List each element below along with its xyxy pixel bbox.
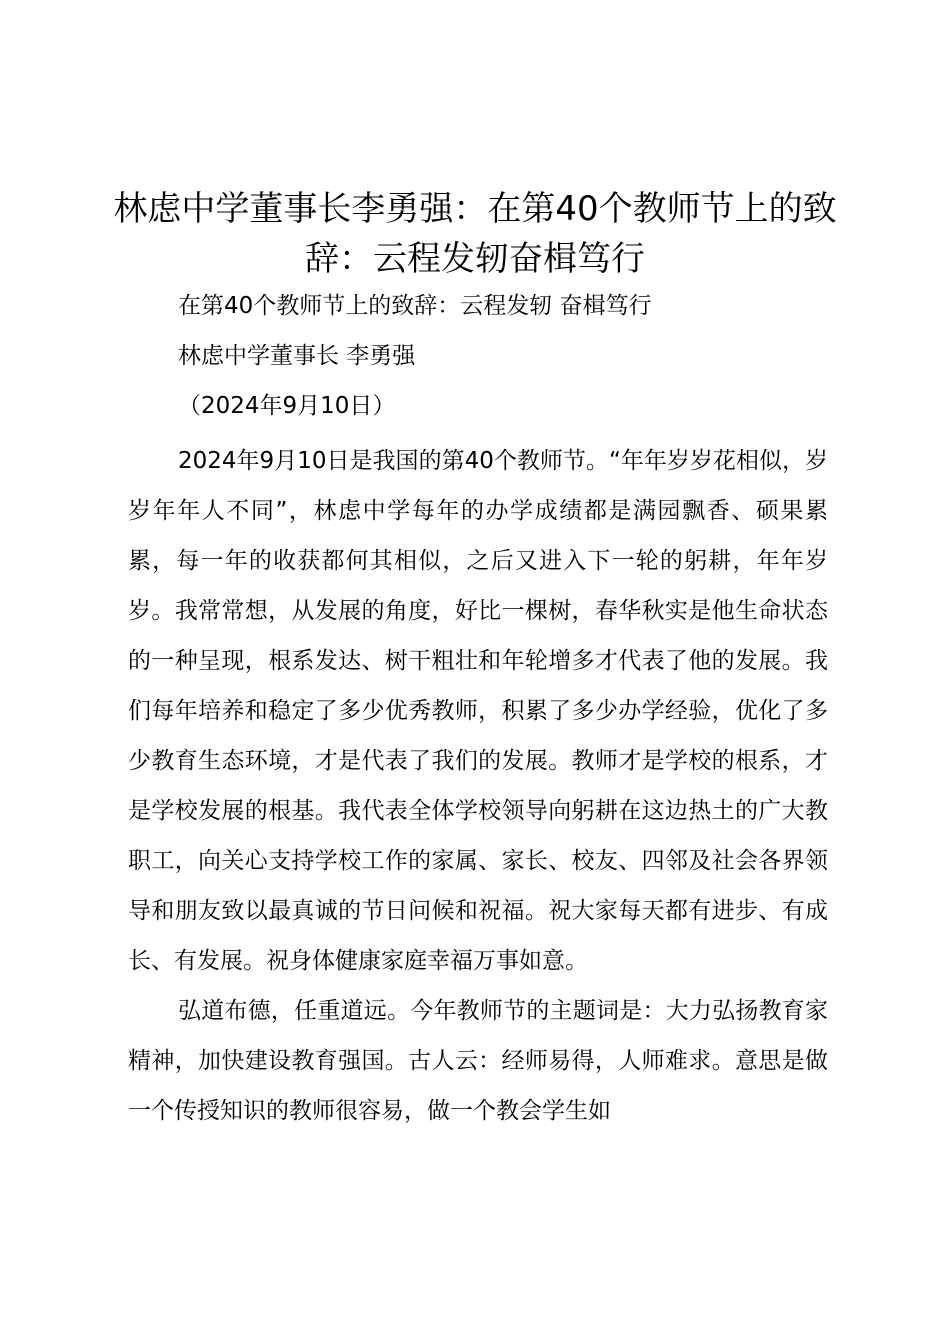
paragraph-1: 2024年9月10日是我国的第40个教师节。“年年岁岁花相似，岁岁年年人不同”，林虑中学每年的办学成绩都是满园飘香、硕果累累，每一年的收获都何其相似，之后又进入下一轮的躬耕，年年岁岁。我常常想，从发展的角度，好比一棵树，春华秋实是他生命状态的一种呈现，根系发达、树干粗壮和年轮增多才代表了他的发展。我们每年培养和稳定了多少优秀教师，积累了多少办学经验，优化了多少教育生态环境，才是代表了我们的发展。教师才是学校的根系，才是学校发展的根基。我代表全体学校领导向躬耕在这边热土的广大教职工，向关心支持学校工作的家属、家长、校友、四邻及社会各界领导和朋友致以最真诚的节日问候和祝福。祝大家每天都有进步、有成长、有发展。祝身体健康家庭幸福万事如意。 — [128, 448, 828, 974]
document-date: （2024年9月10日） — [178, 393, 396, 419]
paragraph-2: 弘道布德，任重道远。今年教师节的主题词是：大力弘扬教育家精神，加快建设教育强国。古人云：经师易得，人师难求。意思是做一个传授知识的教师很容易，做一个教会学生如 — [128, 998, 828, 1124]
document-author: 林虑中学董事长 李勇强 — [178, 343, 416, 369]
document-title: 林虑中学董事长李勇强：在第40个教师节上的致辞：云程发轫奋楫笃行 — [113, 189, 837, 279]
document-body — [128, 436, 828, 1136]
document-subtitle: 在第40个教师节上的致辞：云程发轫 奋楫笃行 — [178, 293, 652, 319]
